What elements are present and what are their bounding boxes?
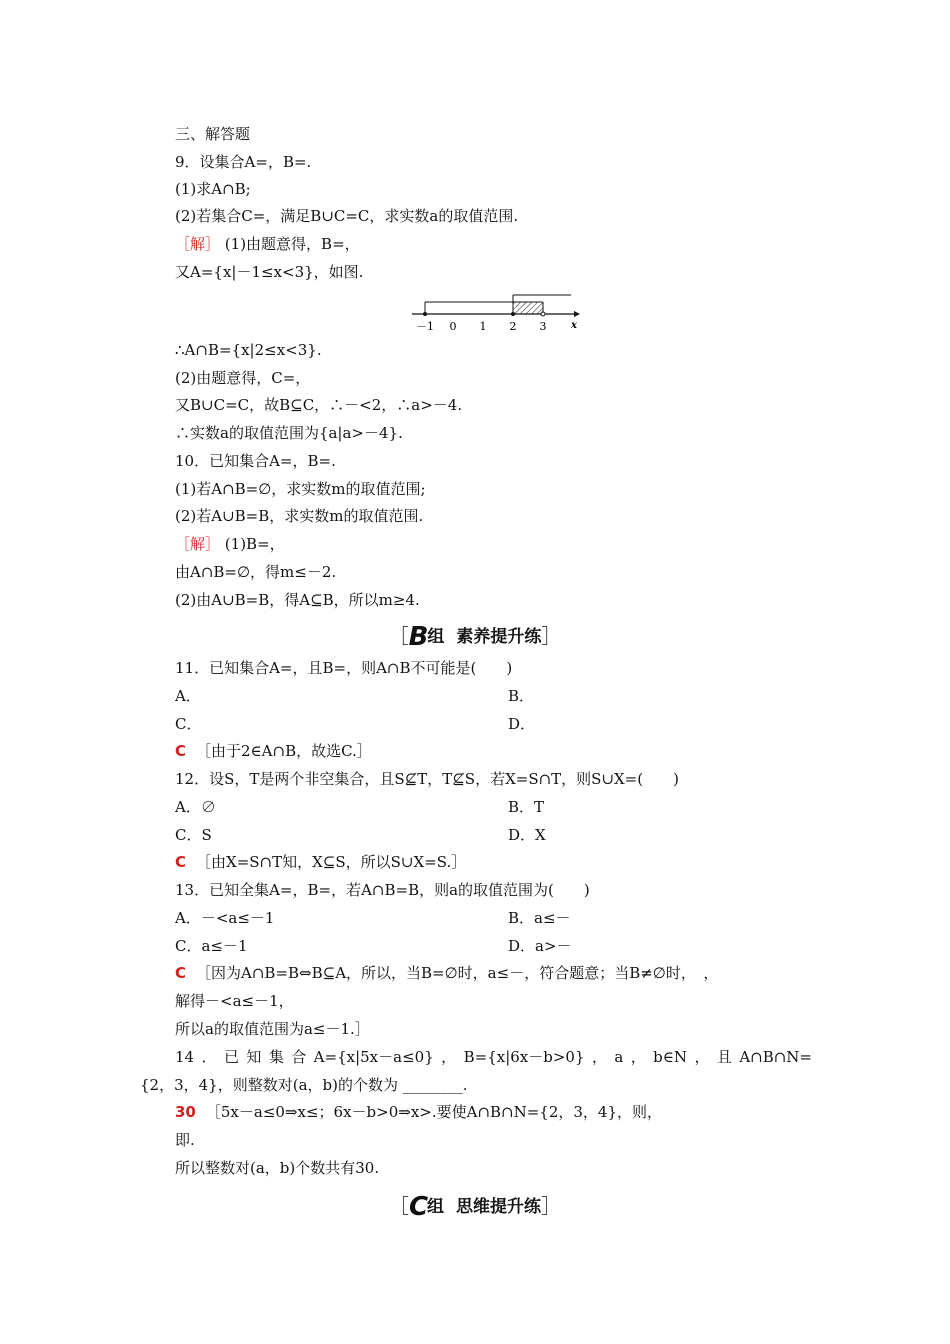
q13-option-a: A．－<a≤－1 [175,909,275,927]
q14-answer-line [175,1102,662,1122]
point-minus1 [423,312,427,316]
q10-stem: 10．已知集合A=，B=. [175,452,336,470]
q10-solution-line: 由A∩B=∅，得m≤－2. [175,563,337,581]
q9-part1: (1)求A∩B; [175,180,251,198]
q13-option-d: D．a>－ [508,937,572,955]
solution-label: ［解］ [175,235,221,253]
q14-stem-line [140,1047,812,1067]
q12-option-b: B．T [508,798,545,816]
q11-option-c: C． [175,715,202,733]
answer-letter: C [175,742,187,760]
point-3-open [541,312,545,316]
q9-solution-line [175,234,360,254]
q13-explanation-line: 所以a的取值范围为a≤－1.］ [175,1020,370,1038]
banner-letter: B [408,622,428,652]
point-2 [511,312,515,316]
tick-label: 3 [539,320,547,333]
answer-explanation: ［因为A∩B=B⇔B⊆A，所以，当B=∅时，a≤－，符合题意；当B≠∅时， ， [196,964,719,982]
banner-subtitle: 思维提升练 [456,1197,542,1217]
q9-part2: (2)若集合C=，满足B∪C=C，求实数a的取值范围. [175,207,519,225]
solution-text: (1)由题意得，B=， [224,235,360,253]
q13-option-b: B．a≤－ [508,909,571,927]
banner-bracket: ］ [541,624,562,648]
q9-solution-line: 又B∪C=C，故B⊆C，∴－<2，∴a>－4. [175,396,463,414]
number-line-figure [408,290,588,334]
solution-text: (1)B=， [224,535,285,553]
answer-explanation: ［由于2∈A∩B，故选C.］ [196,742,372,760]
answer-explanation: ［由X=S∩T知，X⊆S，所以S∪X=S.］ [196,853,467,871]
q10-solution-line [175,534,285,554]
q12-answer-line [175,852,466,872]
section-heading: 三、解答题 [175,125,251,143]
tick-label: 2 [509,320,517,333]
q10-solution-line: (2)由A∪B=B，得A⊆B，所以m≥4. [175,591,420,609]
solution-label: ［解］ [175,535,221,553]
q11-answer-line [175,741,372,761]
tick-label: 0 [449,320,457,333]
section-banner-b [0,620,950,652]
q11-option-a: A． [175,687,201,705]
section-banner-c [0,1190,950,1222]
q9-solution-line: 又A={x|－1≤x<3}，如图. [175,263,364,281]
tick-label: －1 [416,320,434,333]
q14-stem-text: 14．已知集合A={x|5x－a≤0}，B={x|6x－b>0}，a，b∈N，且A∩B∩N= [175,1048,812,1066]
q12-option-c: C．S [175,826,212,844]
q14-stem-line: {2，3，4}，则整数对(a，b)的个数为 ________. [140,1076,468,1094]
answer-explanation: ［5x－a≤0⇒x≤；6x－b>0⇒x>.要使A∩B∩N={2，3，4}，则， [205,1103,663,1121]
intersection-shading [513,302,543,314]
q13-stem: 13．已知全集A=，B=，若A∩B=B，则a的取值范围为( ) [175,881,590,899]
q9-solution-line: ∴实数a的取值范围为{a|a>－4}. [175,424,403,442]
answer-letter: C [175,964,187,982]
banner-bracket: ［ [388,624,409,648]
q12-option-d: D．X [508,826,546,844]
answer-value: 30 [175,1103,196,1121]
q12-option-a: A．∅ [175,798,216,816]
axis-label: x [571,320,577,331]
banner-letter: C [408,1192,428,1222]
q14-explanation-line: 所以整数对(a，b)个数共有30. [175,1159,380,1177]
q10-part1: (1)若A∩B=∅，求实数m的取值范围; [175,480,426,498]
q13-explanation-line: 解得－<a≤－1， [175,992,294,1010]
answer-letter: C [175,853,187,871]
banner-bracket: ］ [541,1194,562,1218]
banner-title: 组 [427,627,445,647]
tick-label: 1 [479,320,487,333]
q14-explanation-line: 即. [175,1131,195,1149]
banner-bracket: ［ [388,1194,409,1218]
axis-arrow [574,311,580,317]
q13-option-c: C．a≤－1 [175,937,248,955]
q9-solution-line: ∴A∩B={x|2≤x<3}. [175,341,322,359]
banner-title: 组 [427,1197,445,1217]
q11-option-d: D． [508,715,536,733]
q11-option-b: B． [508,687,535,705]
banner-subtitle: 素养提升练 [456,627,542,647]
q13-answer-line [175,963,718,983]
q9-solution-line: (2)由题意得，C=， [175,369,311,387]
q11-stem: 11．已知集合A=，且B=，则A∩B不可能是( ) [175,659,513,677]
q12-stem: 12．设S，T是两个非空集合，且S⊈T，T⊈S，若X=S∩T，则S∪X=( ) [175,770,679,788]
q9-stem: 9．设集合A=，B=. [175,153,312,171]
q10-part2: (2)若A∪B=B，求实数m的取值范围. [175,507,424,525]
